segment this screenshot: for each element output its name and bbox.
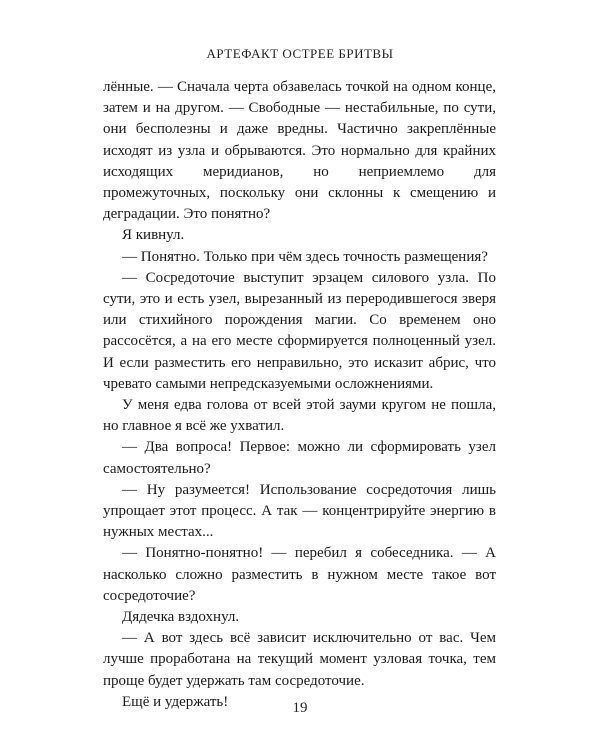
paragraph: — Ну разумеется! Использование сосредоточия лишь упрощает этот процесс. А так — концентрируйте энергию в нужных местах... <box>103 481 496 541</box>
paragraph: — Понятно. Только при чём здесь точность размещения? <box>122 248 488 265</box>
paragraph: У меня едва голова от всей этой зауми кругом не пошла, но главное я всё же ухватил. <box>103 397 496 435</box>
paragraph: Дядечка вздохнул. <box>122 609 240 626</box>
paragraph: Я кивнул. <box>122 227 185 244</box>
paragraph: — А вот здесь всё зависит исключительно от вас. Чем лучше проработана на текущий момент узловая точка, тем проще будет удержать там сосредоточие. <box>103 630 496 689</box>
running-title: АРТЕФАКТ ОСТРЕЕ БРИТВЫ <box>206 46 394 61</box>
paragraph: лённые. — Сначала черта обзавелась точкой на одном конце, затем и на другом. — Свободные — нестабильные, по сути, они бесполезны и даже вредны. Частично закреплённые исходят из узла и обрываются. Это нормально для крайних исходящих меридианов, но неприемлемо для промежуточных, поскольку они склонны к смещению и деградации. Это понятно? <box>103 79 496 223</box>
paragraph: — Понятно-понятно! — перебил я собеседника. — А насколько сложно разместить в нужном месте такое вот сосредоточие? <box>103 545 496 604</box>
paragraph: — Два вопроса! Первое: можно ли сформировать узел самостоятельно? <box>103 439 496 477</box>
page-number: 19 <box>292 700 308 716</box>
body-text <box>103 77 496 713</box>
paragraph: Ещё и удержать! <box>122 693 229 710</box>
paragraph: — Сосредоточие выступит эрзацем силового узла. По сути, это и есть узел, вырезанный из переродившегося зверя или стихийного порождения магии. Со временем оно рассосётся, а на его месте сформируется полноценный узел. И если разместить его неправильно, это исказит абрис, что чревато самыми непредсказуемыми осложнениями. <box>103 269 496 392</box>
